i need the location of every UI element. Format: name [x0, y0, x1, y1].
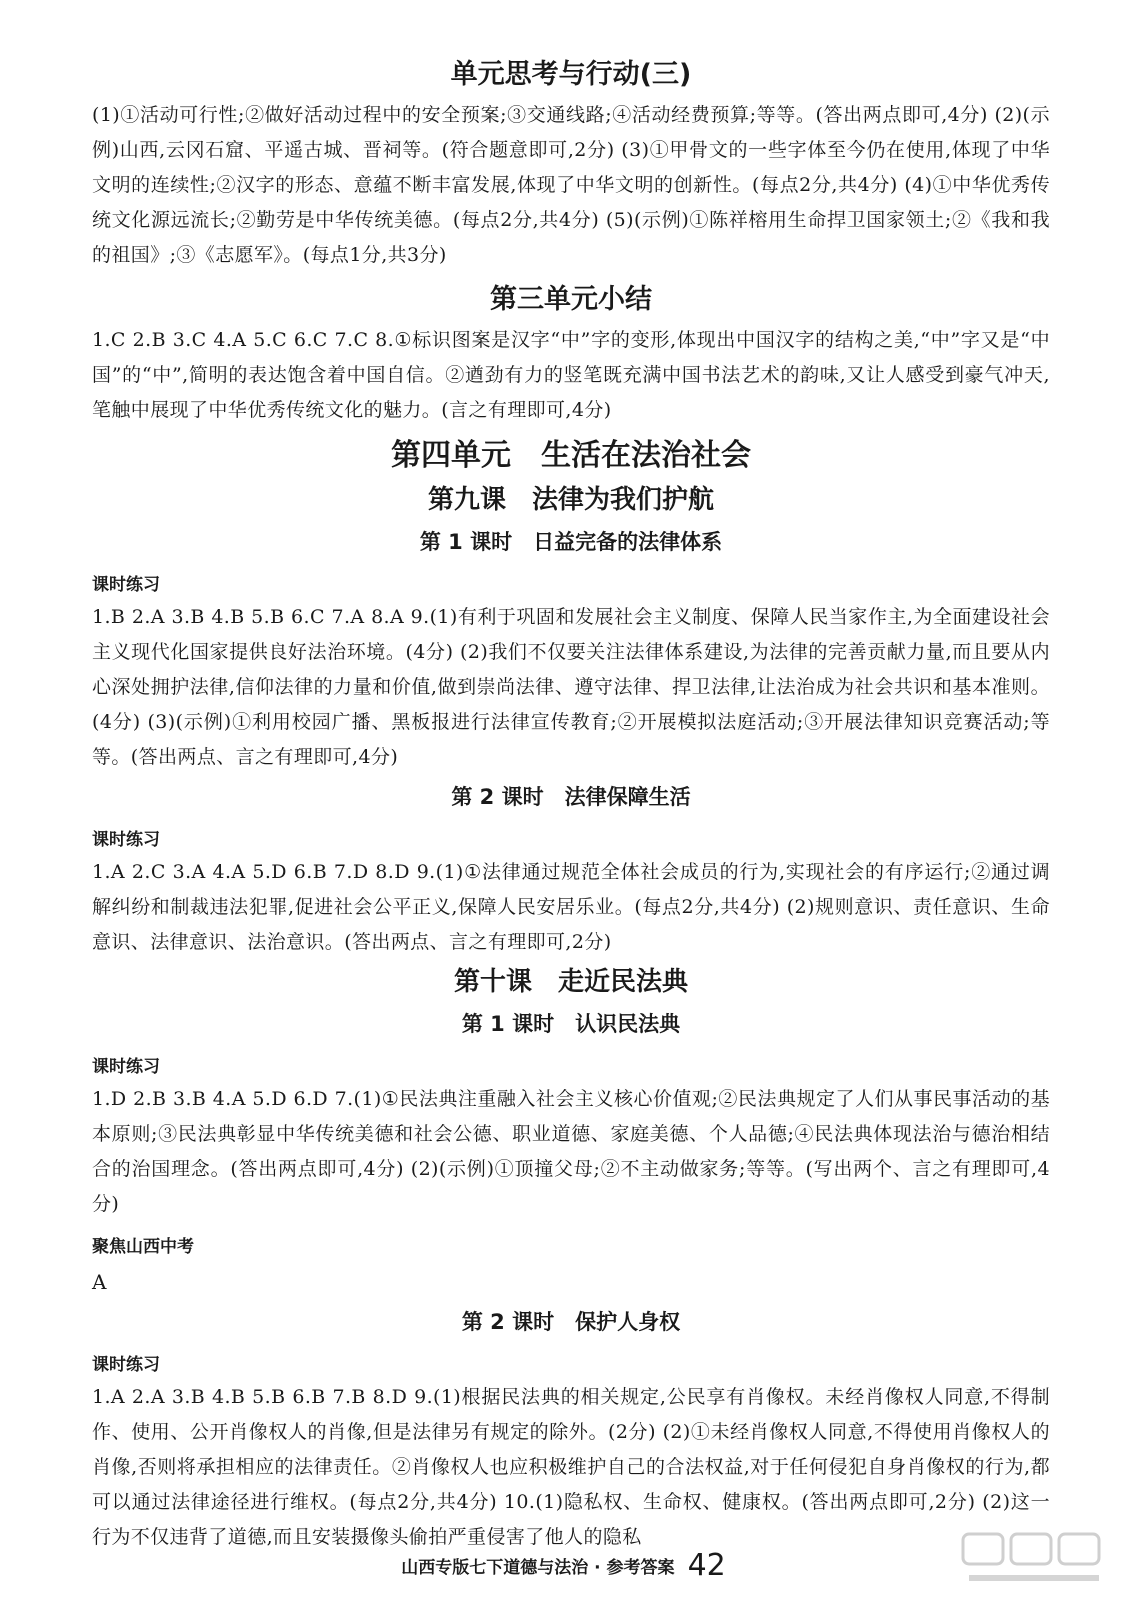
- answer-text-10-1: 1.D 2.B 3.B 4.A 5.D 6.D 7.(1)①民法典注重融入社会主义核心价值观;②民法典规定了人们从事民事活动的基本原则;③民法典彰显中华传统美德和社会公德、职业道德、家庭美德、个人品德;④民法典体现法治与德治相结合的治国理念。(答出两点即可,4分) (2)(示例)①顶撞父母;②不主动做家务;等等。(写出两个、言之有理即可,4分): [92, 1088, 1050, 1215]
- section-title-unit-action: 单元思考与行动(三): [450, 59, 692, 90]
- answer-text-9-1: 1.B 2.A 3.B 4.B 5.B 6.C 7.A 8.A 9.(1)有利于巩固和发展社会主义制度、保障人民当家作主,为全面建设社会主义现代化国家提供良好法治环境。(4分) (2)我们不仅要关注法律体系建设,为法律的完善贡献力量,而且要从内心深处拥护法律,信仰法律的力量和价值,做到崇尚法律、遵守法律、捍卫法律,让法治成为社会共识和基本准则。(4分) (3)(示例)①利用校园广播、黑板报进行法律宣传教育;②开展模拟法庭活动;③开展法律知识竞赛活动;等等。(答出两点、言之有理即可,4分): [92, 606, 1050, 768]
- exam-focus-label: 聚焦山西中考: [92, 1237, 194, 1257]
- lesson-title-9: 第九课 法律为我们护航: [427, 485, 714, 515]
- answer-text-unit3-summary: 1.C 2.B 3.C 4.A 5.C 6.C 7.C 8.①标识图案是汉字“中”字的变形,体现出中国汉字的结构之美,“中”字又是“中国”的“中”,简明的表达饱含着中国自信。②遒劲有力的竖笔既充满中国书法艺术的韵味,又让人感受到豪气冲天,笔触中展现了中华优秀传统文化的魅力。(言之有理即可,4分): [92, 329, 1050, 421]
- answer-page: [92, 56, 1050, 1555]
- unit-title: 第四单元 生活在法治社会: [391, 438, 751, 473]
- period-title-9-1: 第 1 课时 日益完备的法律体系: [419, 530, 723, 554]
- period-title-10-1: 第 1 课时 认识民法典: [461, 1012, 681, 1036]
- exam-focus-answer: A: [92, 1270, 107, 1294]
- section-title-unit3-summary: 第三单元小结: [490, 284, 652, 315]
- page-number: 42: [687, 1548, 726, 1583]
- footer-book-title: 山西专版七下道德与法治 · 参考答案: [401, 1558, 675, 1578]
- page-footer: [0, 1548, 1127, 1583]
- period-title-9-2: 第 2 课时 法律保障生活: [451, 785, 691, 809]
- watermark-logo-icon: [959, 1530, 1109, 1586]
- exercise-label: 课时练习: [92, 1355, 160, 1375]
- exercise-label: 课时练习: [92, 1057, 160, 1077]
- exercise-label: 课时练习: [92, 830, 160, 850]
- lesson-title-10: 第十课 走近民法典: [453, 967, 688, 997]
- exercise-label: 课时练习: [92, 575, 160, 595]
- period-title-10-2: 第 2 课时 保护人身权: [461, 1310, 681, 1334]
- answer-text-9-2: 1.A 2.C 3.A 4.A 5.D 6.B 7.D 8.D 9.(1)①法律通过规范全体社会成员的行为,实现社会的有序运行;②通过调解纠纷和制裁违法犯罪,促进社会公平正义,保障人民安居乐业。(每点2分,共4分) (2)规则意识、责任意识、生命意识、法律意识、法治意识。(答出两点、言之有理即可,2分): [92, 861, 1050, 953]
- answer-text-10-2: 1.A 2.A 3.B 4.B 5.B 6.B 7.B 8.D 9.(1)根据民法典的相关规定,公民享有肖像权。未经肖像权人同意,不得制作、使用、公开肖像权人的肖像,但是法律另有规定的除外。(2分) (2)①未经肖像权人同意,不得使用肖像权人的肖像,否则将承担相应的法律责任。②肖像权人也应积极维护自己的合法权益,对于任何侵犯自身肖像权的行为,都可以通过法律途径进行维权。(每点2分,共4分) 10.(1)隐私权、生命权、健康权。(答出两点即可,2分) (2)这一行为不仅违背了道德,而且安装摄像头偷拍严重侵害了他人的隐私: [92, 1386, 1050, 1548]
- answer-text-unit-action: (1)①活动可行性;②做好活动过程中的安全预案;③交通线路;④活动经费预算;等等。(答出两点即可,4分) (2)(示例)山西,云冈石窟、平遥古城、晋祠等。(符合题意即可,2分) (3)①甲骨文的一些字体至今仍在使用,体现了中华文明的连续性;②汉字的形态、意蕴不断丰富发展,体现了中华文明的创新性。(每点2分,共4分) (4)①中华优秀传统文化源远流长;②勤劳是中华传统美德。(每点2分,共4分) (5)(示例)①陈祥榕用生命捍卫国家领土;②《我和我的祖国》;③《志愿军》。(每点1分,共3分): [92, 104, 1050, 266]
